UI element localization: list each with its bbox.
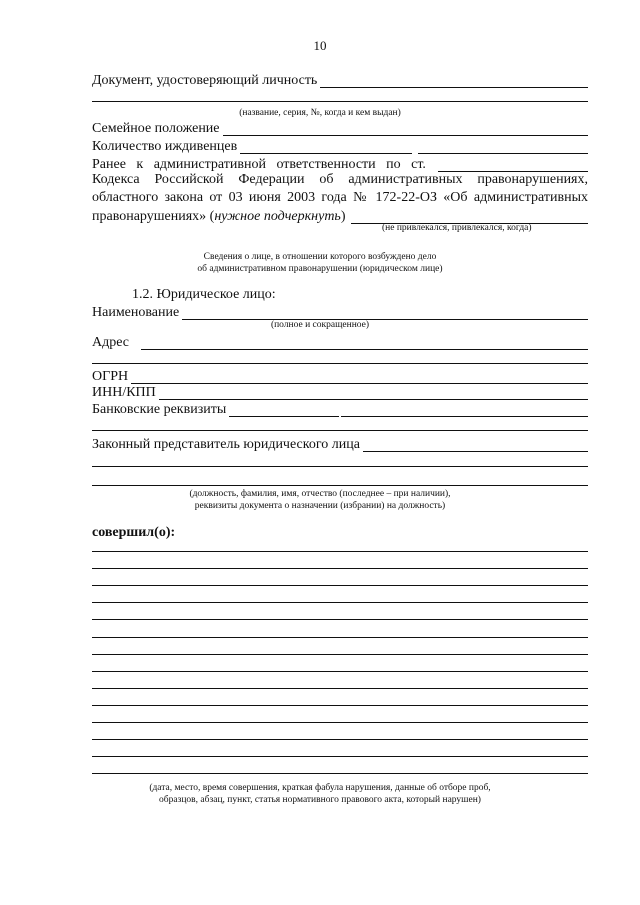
previous-row (92, 154, 588, 172)
inn-row (92, 382, 588, 400)
name-field[interactable] (182, 306, 588, 320)
previous-line3: областного закона от 03 июня 2003 года № 172-22-ОЗ «Об административных (92, 190, 588, 205)
rep-row (92, 434, 588, 452)
dependents-field-extra[interactable] (418, 140, 588, 154)
committed-field-line[interactable] (92, 671, 588, 672)
doc-identity-row (92, 70, 588, 88)
dependents-row (92, 136, 588, 154)
committed-field-line[interactable] (92, 722, 588, 723)
rep-caption-line1: (должность, фамилия, имя, отчество (последнее – при наличии), (189, 489, 451, 499)
previous-line4-main: правонарушениях» ( (92, 209, 215, 224)
marital-field[interactable] (223, 122, 588, 136)
committed-field-line[interactable] (92, 619, 588, 620)
committed-field-line[interactable] (92, 688, 588, 689)
address-label: Адрес (92, 335, 130, 350)
inn-label: ИНН/КПП (92, 385, 156, 400)
page-number: 10 (313, 38, 327, 53)
name-caption: (полное и сокращенное) (270, 320, 370, 330)
rep-field-line3[interactable] (92, 485, 588, 486)
doc-identity-field[interactable] (320, 74, 588, 88)
ogrn-label: ОГРН (92, 369, 129, 384)
section-note-line2: об административном правонарушении (юридическом лице) (197, 264, 443, 274)
committed-field-line[interactable] (92, 756, 588, 757)
committed-field-line[interactable] (92, 551, 588, 552)
committed-field-line[interactable] (92, 773, 588, 774)
bank-field[interactable] (229, 403, 339, 417)
address-field-line2[interactable] (92, 363, 588, 364)
dependents-label: Количество иждивенцев (92, 139, 238, 154)
bank-row (92, 399, 588, 417)
committed-field-line[interactable] (92, 568, 588, 569)
dependents-field[interactable] (240, 140, 412, 154)
doc-identity-caption: (название, серия, №, когда и кем выдан) (239, 108, 401, 118)
committed-field-line[interactable] (92, 739, 588, 740)
rep-field[interactable] (363, 438, 588, 452)
committed-field-line[interactable] (92, 637, 588, 638)
committed-caption-line1: (дата, место, время совершения, краткая фабула нарушения, данные об отборе проб, (149, 783, 491, 793)
rep-field-line2[interactable] (92, 466, 588, 467)
previous-line4-end: ) (340, 209, 346, 224)
previous-line4-italic: нужное подчеркнуть (214, 209, 341, 224)
bank-field-line2[interactable] (92, 430, 588, 431)
bank-field-extra[interactable] (341, 403, 588, 417)
committed-field-line[interactable] (92, 585, 588, 586)
committed-caption-line2: образцов, абзац, пункт, статья нормативного правового акта, который нарушен) (159, 795, 481, 805)
address-row (92, 332, 588, 350)
committed-field-line[interactable] (92, 602, 588, 603)
committed-heading-row (92, 522, 588, 540)
legal-entity-heading: 1.2. Юридическое лицо: (132, 287, 276, 302)
section-note-line1: Сведения о лице, в отношении которого возбуждено дело (203, 252, 437, 262)
previous-caption: (не привлекался, привлекался, когда) (382, 223, 532, 233)
previous-line1: Ранее к административной ответственности по ст. (92, 157, 426, 172)
name-label: Наименование (92, 305, 180, 320)
marital-label: Семейное положение (92, 121, 220, 136)
bank-label: Банковские реквизиты (92, 402, 227, 417)
committed-heading: совершил(о): (92, 525, 176, 540)
inn-field[interactable] (159, 386, 588, 400)
doc-identity-field-line2[interactable] (92, 101, 588, 102)
previous-article-field[interactable] (438, 158, 588, 172)
doc-identity-label: Документ, удостоверяющий личность (92, 73, 318, 88)
previous-line2: Кодекса Российской Федерации об административных правонарушениях, (92, 172, 588, 187)
rep-label: Законный представитель юридического лица (92, 437, 360, 452)
legal-entity-heading-row (132, 284, 588, 302)
marital-row (92, 118, 588, 136)
committed-field-line[interactable] (92, 654, 588, 655)
name-row (92, 302, 588, 320)
committed-field-line[interactable] (92, 705, 588, 706)
rep-caption-line2: реквизиты документа о назначении (избрании) на должность) (194, 501, 446, 511)
address-field[interactable] (141, 336, 588, 350)
